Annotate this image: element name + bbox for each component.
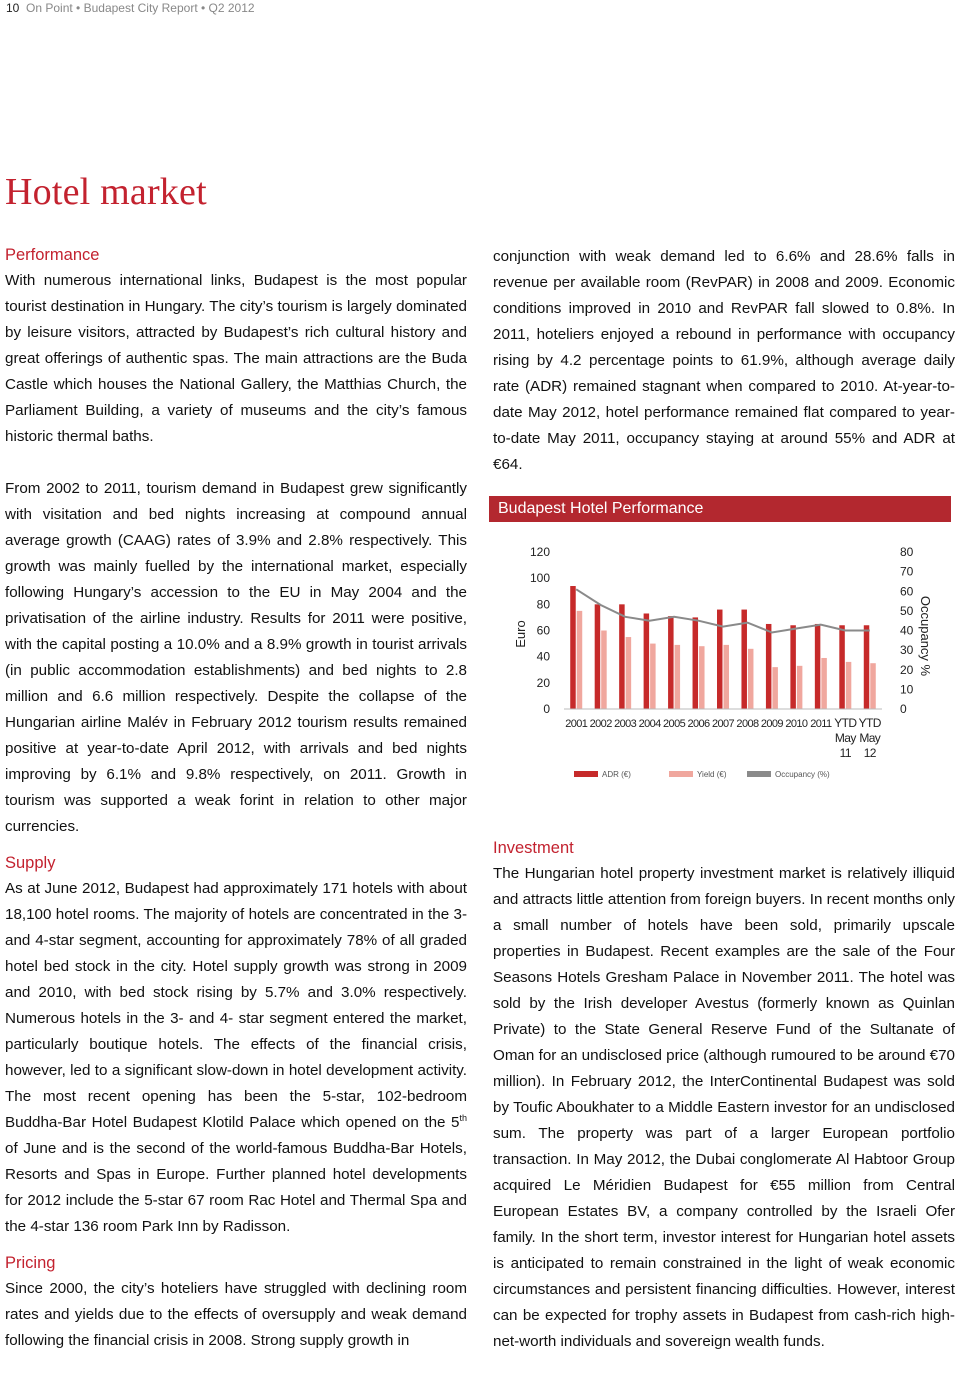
y2-tick-label: 0 [900,702,907,716]
x-tick-label: 2003 [614,718,637,730]
y2-tick-label: 60 [900,584,914,599]
adr-bar [619,604,625,709]
running-title: On Point • Budapest City Report • Q2 2012 [26,1,255,15]
investment-heading: Investment [493,839,574,857]
adr-bar [864,625,870,709]
y2-tick-label: 50 [900,603,914,618]
adr-bar [668,616,674,709]
page-number: 10 [6,1,20,15]
x-tick-label: May [834,731,856,745]
supply-superscript: th [459,1112,467,1123]
pricing-paragraph-continued: conjunction with weak demand led to 6.6% and 28.6% falls in revenue per available room (RevPAR) in 2008 and 2009. Economic conditions improved in 2010 and RevPAR fall slowed to 0.8%. In 2011, hoteliers enjoyed a rebound in performance with occupancy rising by 4.2 percentage points to 61.9%, although average daily rate (ADR) remained stagnant when compared to 2010. At-year-to-date May 2012, hotel performance remained flat compared to year-to-date May 2011, occupancy staying at around 55% and ADR at €64. [493,248,955,473]
y2-tick-label: 40 [900,623,914,638]
supply-paragraph [5,876,467,1240]
yield-bar [797,666,803,709]
hotel-performance-chart [489,526,951,792]
y2-axis-title: Occupancy % [918,595,933,677]
y-tick-label: 60 [536,623,550,638]
adr-bar [595,604,601,709]
yield-bar [650,644,656,709]
legend-label-1: Yield (€) [697,770,727,779]
investment-section [493,835,955,1355]
yield-bar [675,645,681,709]
y2-tick-label: 80 [900,545,914,559]
yield-bar [821,658,827,709]
left-column [5,242,467,1354]
investment-paragraph: The Hungarian hotel property investment market is relatively illiquid and attracts little attention from foreign buyers. In recent months only a small number of hotels have been sold, primarily upscale properties in Budapest. Recent examples are the sale of the Four Seasons Hotels Gresham Palace in November 2011. The hotel was sold by the Irish developer Avestus (formerly known as Quinlan Private) to the State General Reserve Fund of the Sultanate of Oman for an undisclosed price (although rumoured to be around €70 million). In February 2012, the InterContinental Budapest was sold by Toufic Aboukhater to a Middle Eastern investor for an undisclosed sum. The property was part of a larger European portfolio transaction. In May 2012, the Dubai conglomerate Al Habtoor Group acquired Le Méridien Budapest for €55 million from Central European Estates BV, a company controlled by the Israeli Ofer family. In the short term, investor interest for Hungarian hotel assets is anticipated to remain constrained in the light of weak economic circumstances and persistent financing difficulties. However, interest can be expected for trophy assets in Budapest from cash-rich high-net-worth individuals and sovereign wealth funds. [493,865,955,1350]
adr-bar [790,625,796,709]
adr-bar [741,610,747,709]
performance-paragraph-2: From 2002 to 2011, tourism demand in Budapest grew significantly with visitation and bed nights increasing at compound annual average growth (CAAG) rates of 3.9% and 2.8% respectively. This growth was mainly fuelled by the international market, especially following Hungary’s accession to the EU in May 2004 and the privatisation of the airline industry. Results for 2011 were positive, with the capital posting a 10.0% and a 8.9% growth in tourist arrivals (in public accommodation establishments) and bed nights to 2.8 million and 6.6 million respectively. Despite the collapse of the Hungarian airline Malév in February 2012 tourism results remained positive at year-to-date April 2012, with arrivals and bed nights improving by 6.1% and 9.8% respectively, on 2011. Growth in tourism was supported a weak forint in relation to other major currencies. [5,480,467,835]
adr-bar [693,617,699,709]
x-tick-label: 11 [839,746,851,760]
x-tick-label: 2007 [711,718,735,730]
yield-bar [870,663,876,709]
legend-swatch-2 [747,771,771,777]
y-tick-label: 0 [543,702,550,716]
supply-text-after: of June and is the second of the world-famous Buddha-Bar Hotels, Resorts and Spas in Europe. Further planned hotel developments for 2012 include the 5-star 67 room Rac Hotel and Thermal Spa and the 4-star 136 room Park Inn by Radisson. [5,1140,467,1235]
page-title: Hotel market [5,171,207,213]
y-tick-label: 40 [536,649,550,664]
yield-bar [601,631,607,710]
chart-title: Budapest Hotel Performance [489,496,951,522]
x-tick-label: 2010 [785,718,808,730]
x-tick-label: 2001 [565,718,588,730]
y-tick-label: 100 [529,571,550,586]
x-tick-label: 2004 [638,718,661,730]
legend-label-0: ADR (€) [602,770,631,779]
x-tick-label: 2011 [810,718,832,730]
adr-bar [766,624,772,709]
adr-bar [839,625,845,709]
x-tick-label: 12 [863,746,876,760]
performance-heading: Performance [5,246,100,264]
y-axis-title: Euro [513,620,528,648]
y2-tick-label: 20 [900,662,914,677]
adr-bar [570,586,576,709]
y-tick-label: 20 [536,675,550,690]
y2-tick-label: 10 [900,682,914,697]
performance-paragraph-1: With numerous international links, Budapest is the most popular tourist destination in Hungary. The city’s tourism is largely dominated by leisure visitors, attracted by Budapest’s rich cultural history and great offerings of authentic spas. The main attractions are the Buda Castle which houses the National Gallery, the Matthias Church, the Parliament Building, a variety of museums and the city’s famous historic thermal baths. [5,272,467,445]
x-tick-label: YTD [834,716,857,730]
running-header [6,0,255,16]
x-tick-label: May [859,731,881,745]
pricing-paragraph: Since 2000, the city’s hoteliers have struggled with declining room rates and yields due to the effects of oversupply and weak demand following the financial crisis in 2008. Strong supply growth in [5,1280,467,1349]
x-tick-label: 2008 [736,718,759,730]
right-column-top [493,244,955,478]
yield-bar [724,645,730,709]
legend-label-2: Occupancy (%) [775,770,830,779]
y2-tick-label: 70 [900,564,914,579]
yield-bar [846,662,852,709]
chart-container [489,526,951,792]
yield-bar [772,667,778,709]
legend-swatch-0 [574,771,598,777]
x-tick-label: 2006 [687,718,710,730]
legend-swatch-1 [669,771,693,777]
x-tick-label: YTD [858,716,881,730]
x-tick-label: 2009 [760,718,783,730]
yield-bar [699,646,705,709]
y-tick-label: 120 [529,545,550,559]
pricing-heading: Pricing [5,1254,56,1272]
supply-text-before: As at June 2012, Budapest had approximately 171 hotels with about 18,100 hotel rooms. The majority of hotels are concentrated in the 3- and 4-star segment, accounting for approximately 78% of all graded hotel bed stock in the city. Hotel supply growth was strong in 2009 and 2010, with bed stock rising by 5.7% and 3.0% respectively. Numerous hotels in the 3- and 4- star segment entered the market, particularly boutique hotels. The effects of the financial crisis, however, led to a significant slow-down in hotel development activity. The most recent opening has been the 5-star, 102-bedroom Buddha-Bar Hotel Budapest Klotild Palace which opened on the 5 [5,880,467,1131]
yield-bar [748,649,754,709]
y2-tick-label: 30 [900,643,914,658]
yield-bar [577,611,583,709]
x-tick-label: 2002 [589,718,612,730]
adr-bar [644,613,650,709]
x-tick-label: 2005 [663,718,686,730]
supply-heading: Supply [5,854,56,872]
adr-bar [815,624,821,709]
y-tick-label: 80 [536,597,550,612]
yield-bar [626,637,632,709]
